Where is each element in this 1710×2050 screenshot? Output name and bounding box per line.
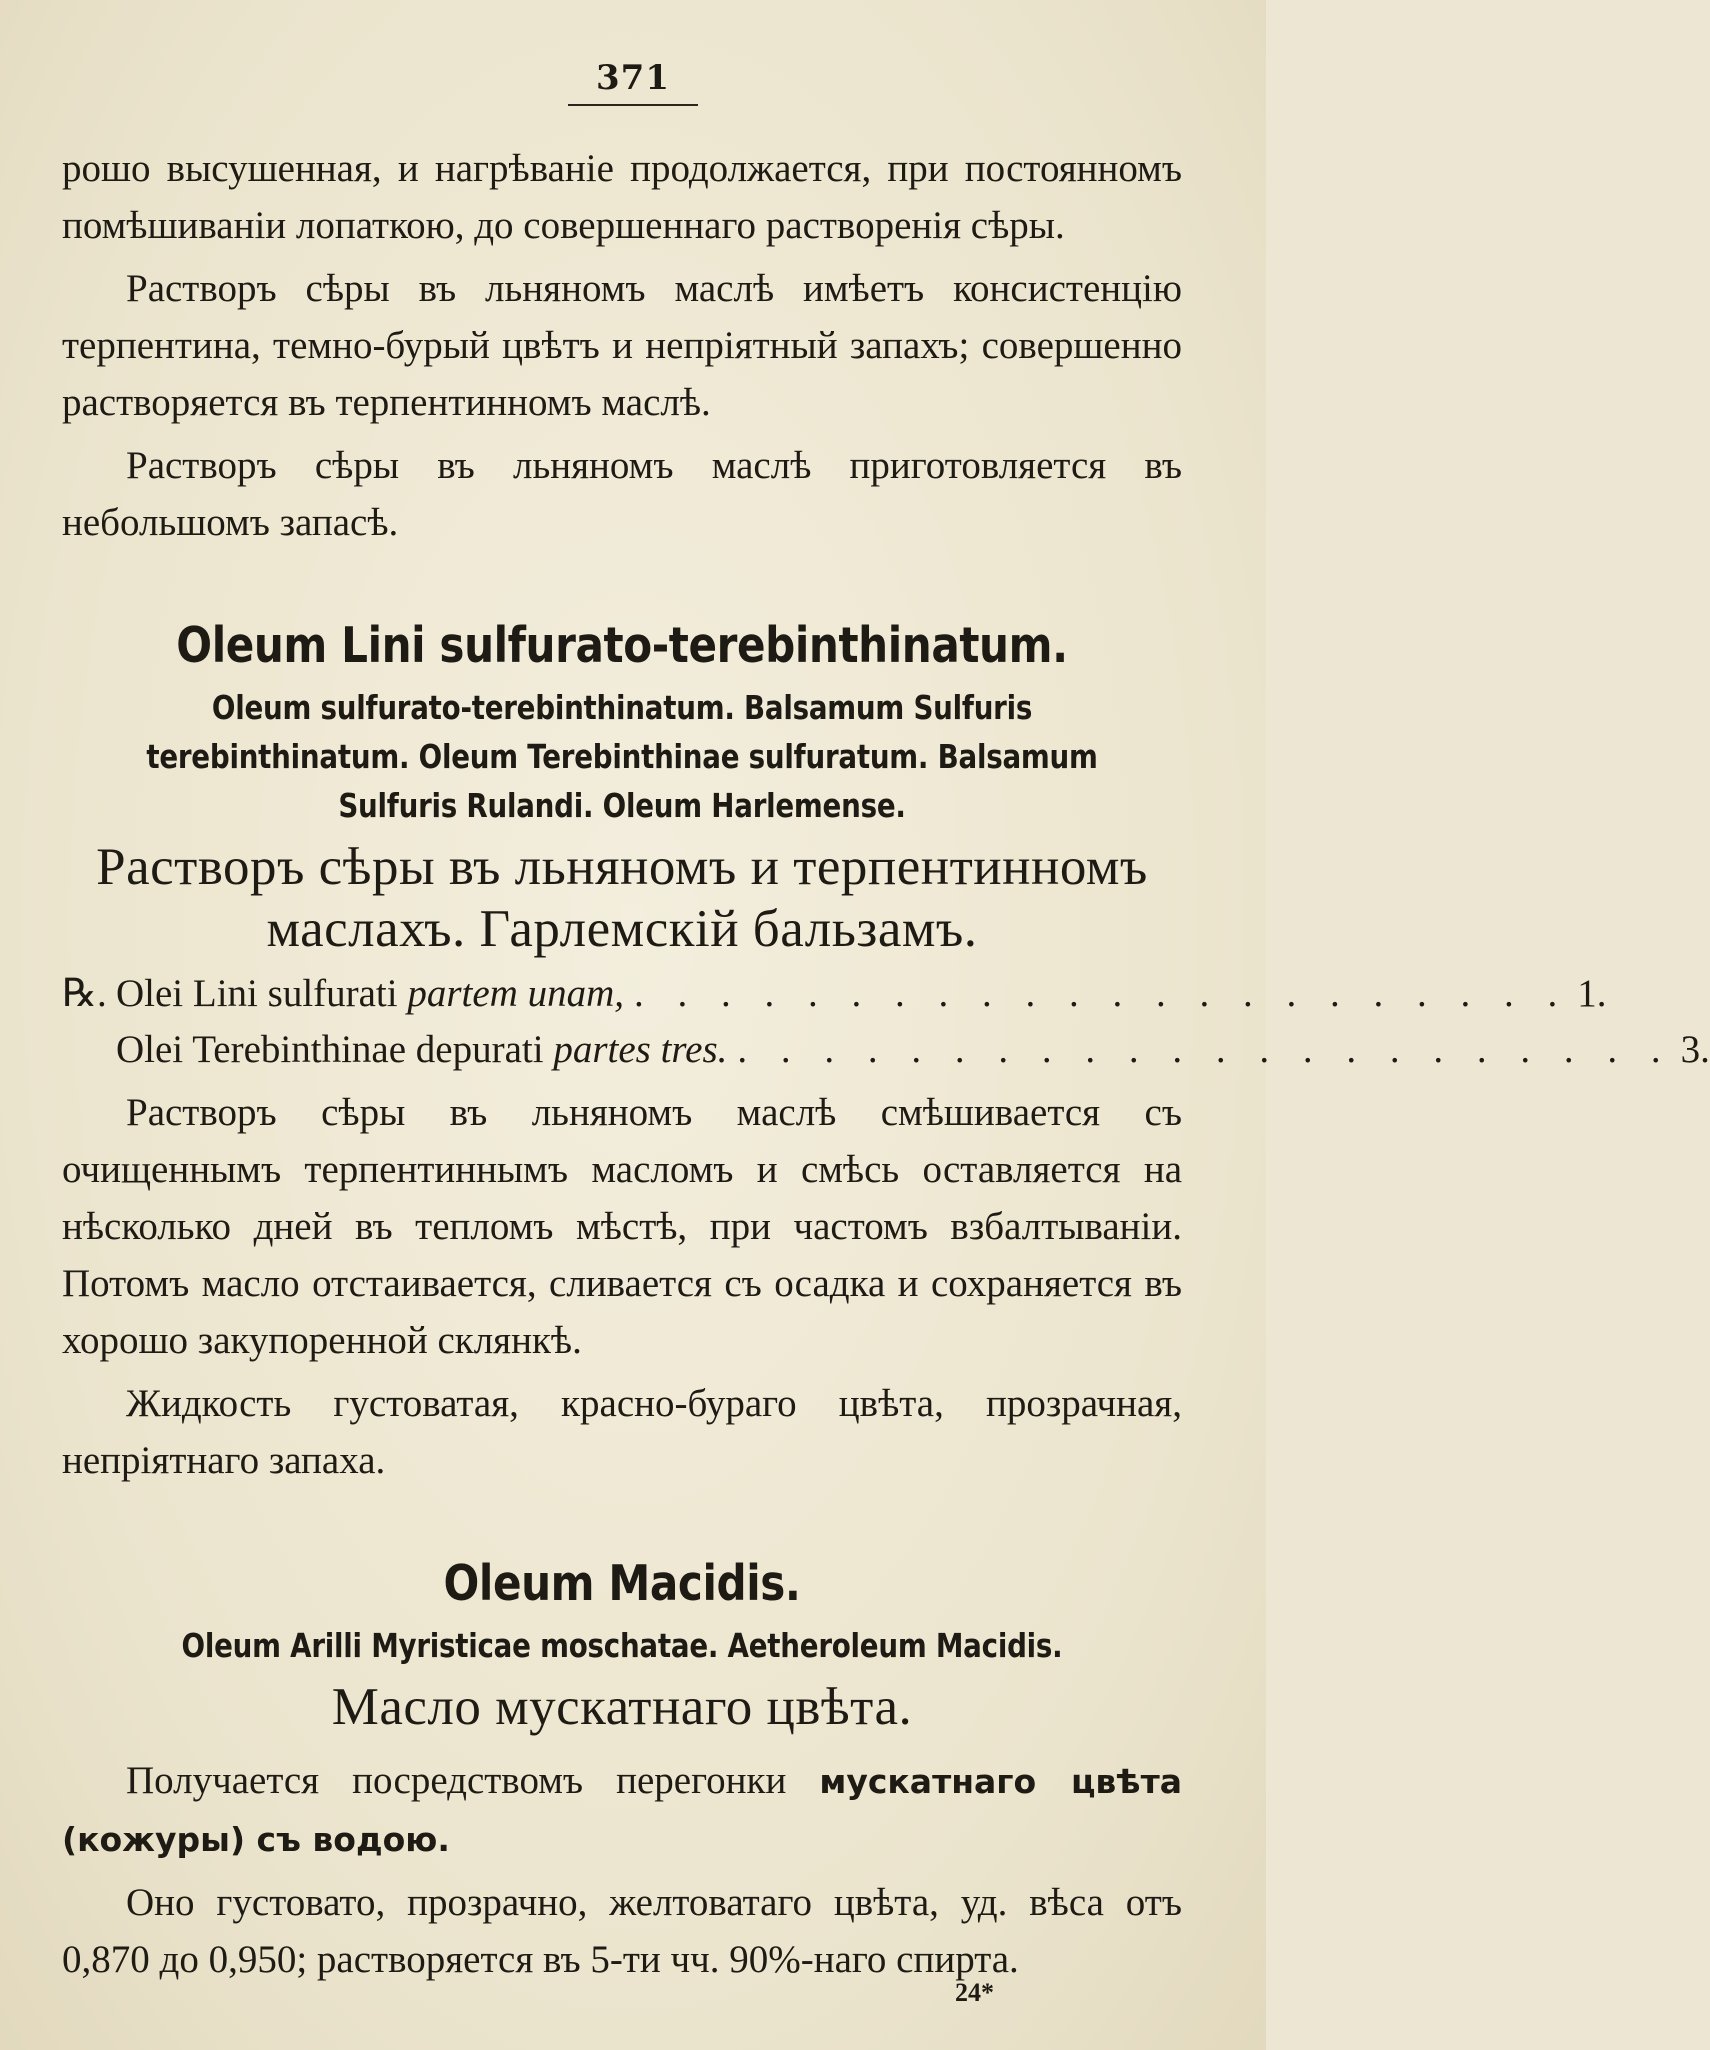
ingredient-quantity: partes tres. bbox=[553, 1028, 728, 1071]
section2-paragraph-2: Оно густовато, прозрачно, желтоватаго цвѣта, уд. вѣса отъ 0,870 до 0,950; растворяется въ 5-ти чч. 90%-наго спирта. bbox=[62, 1881, 1182, 1981]
russian-title-line-2: маслахъ. Гарлемскій бальзамъ. bbox=[266, 900, 978, 958]
russian-title-line-1: Растворъ сѣры въ льняномъ и терпентинномъ bbox=[96, 838, 1148, 896]
leader-dots: . . . . . . . . . . . . . . . . . . . . . . bbox=[737, 1028, 1673, 1071]
page-body bbox=[62, 140, 1710, 1988]
intro-paragraph-3: Растворъ сѣры въ льняномъ маслѣ приготовляется въ небольшомъ запасѣ. bbox=[62, 444, 1182, 544]
section2-paragraph-1 bbox=[62, 1752, 1182, 1868]
section1-paragraph-1: Растворъ сѣры въ льняномъ маслѣ смѣшивается съ очищеннымъ терпентиннымъ масломъ и смѣсь оставляется на нѣсколько дней въ тепломъ мѣстѣ, при частомъ взбалтываніи. Потомъ масло отстаивается, сливается съ осадка и сохраняется въ хорошо закупоренной склянкѣ. bbox=[62, 1091, 1182, 1362]
page-number: 371 bbox=[568, 58, 698, 106]
leader-dots: . . . . . . . . . . . . . . . . . . . . . . bbox=[634, 972, 1570, 1015]
section2-paragraph-1-bold: мускатнаго цвѣта (кожуры) съ водою. bbox=[62, 1762, 1182, 1859]
section-title-oleum-lini: Oleum Lini sulfurato-terebinthinatum. bbox=[176, 617, 1068, 674]
intro-paragraph-1: рошо высушенная, и нагрѣваніе продолжается, при постоянномъ помѣшиваніи лопаткою, до совершеннаго растворенія сѣры. bbox=[62, 147, 1182, 247]
ingredient-amount: 3. bbox=[1680, 1028, 1710, 1071]
russian-title-oleum-lini bbox=[62, 836, 1182, 960]
synonyms-oleum-lini: Oleum sulfurato-terebinthinatum. Balsamum Sulfuris terebinthinatum. Oleum Terebinthinae sulfuratum. Balsamum Sulfuris Rulandi. Oleum Harlemense. bbox=[146, 688, 1098, 825]
section2-paragraph-1-text: Получается посредствомъ перегонки bbox=[126, 1759, 787, 1802]
recipe-row bbox=[62, 1022, 1710, 1078]
printer-signature-mark: 24* bbox=[955, 1978, 994, 2007]
ingredient-quantity: partem unam, bbox=[407, 972, 625, 1015]
ingredient-name: Olei Terebinthinae depurati bbox=[116, 1028, 544, 1071]
ingredient-amount: 1. bbox=[1577, 972, 1607, 1015]
recipe-symbol: ℞. bbox=[62, 972, 107, 1015]
page-header bbox=[0, 58, 1266, 106]
recipe-row bbox=[62, 966, 1607, 1022]
ingredient-name: Olei Lini sulfurati bbox=[116, 972, 398, 1015]
section-title-oleum-macidis: Oleum Macidis. bbox=[443, 1555, 801, 1612]
russian-title-oleum-macidis: Масло мускатнаго цвѣта. bbox=[331, 1678, 913, 1736]
section1-paragraph-2: Жидкость густоватая, красно-бураго цвѣта, прозрачная, непріятнаго запаха. bbox=[62, 1382, 1182, 1482]
intro-paragraph-2: Растворъ сѣры въ льняномъ маслѣ имѣетъ консистенцію терпентина, темно-бурый цвѣтъ и непріятный запахъ; совершенно растворяется въ терпентинномъ маслѣ. bbox=[62, 267, 1182, 424]
synonyms-oleum-macidis: Oleum Arilli Myristicae moschatae. Aetheroleum Macidis. bbox=[181, 1626, 1063, 1665]
recipe bbox=[62, 966, 1710, 1078]
